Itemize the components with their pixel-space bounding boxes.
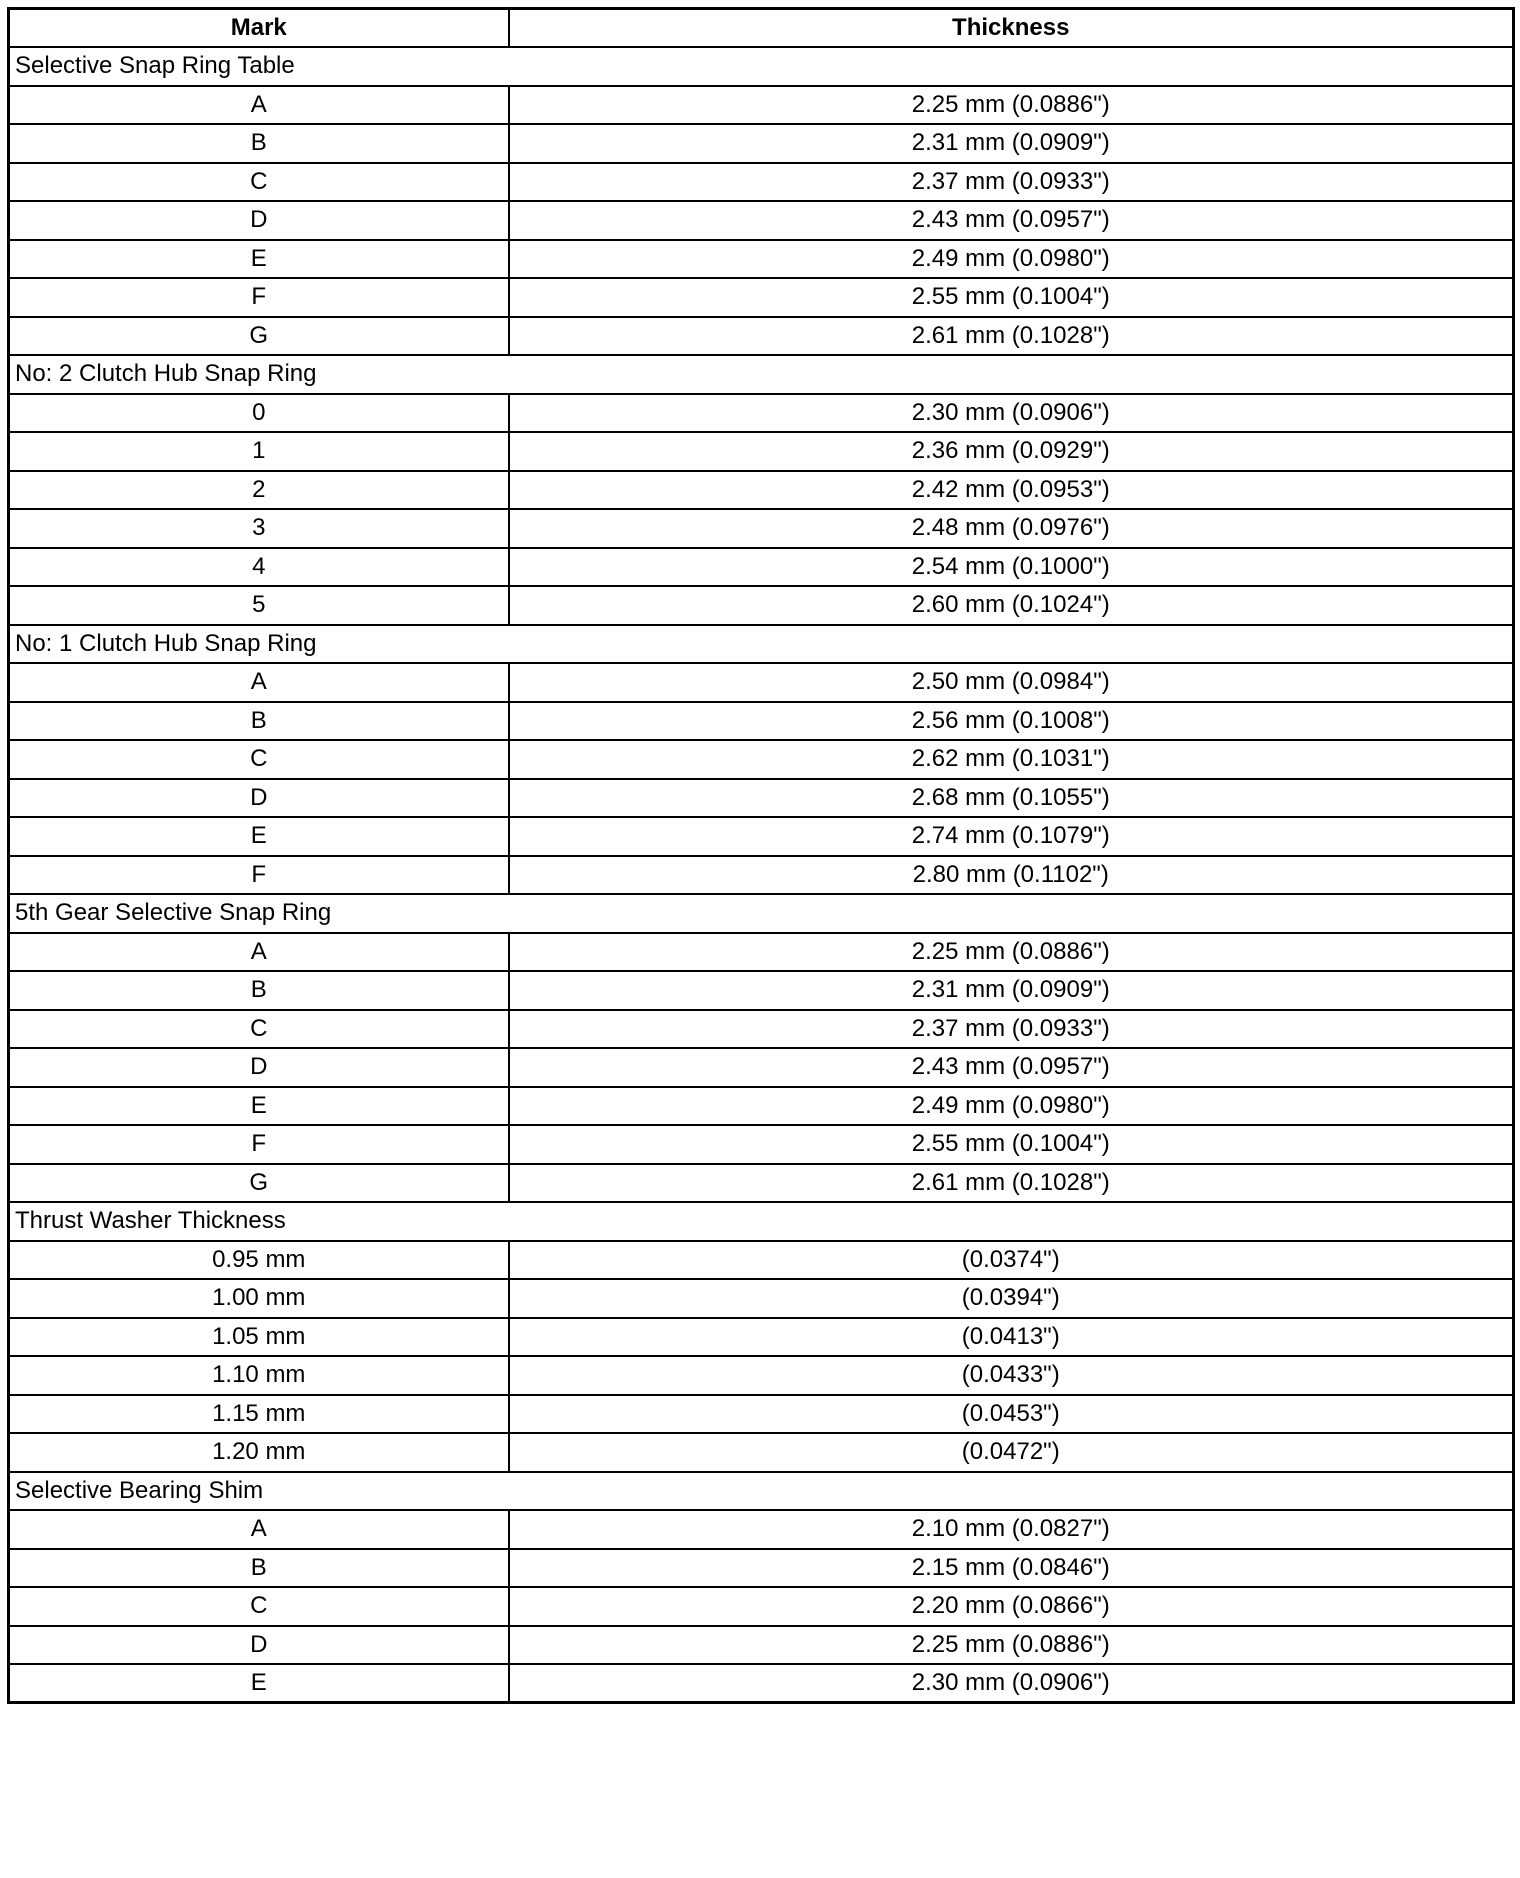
section-row [9, 47, 1514, 86]
thickness-cell: (0.0394") [509, 1279, 1514, 1318]
section-title: Selective Bearing Shim [9, 1472, 1514, 1511]
mark-cell: D [9, 1048, 509, 1087]
column-header-thickness: Thickness [509, 9, 1514, 48]
mark-cell: A [9, 1510, 509, 1549]
thickness-cell: 2.61 mm (0.1028") [509, 317, 1514, 356]
table-row [9, 1510, 1514, 1549]
section-title: Thrust Washer Thickness [9, 1202, 1514, 1241]
thickness-cell: 2.15 mm (0.0846") [509, 1549, 1514, 1588]
section-row [9, 1202, 1514, 1241]
table-row [9, 163, 1514, 202]
mark-cell: C [9, 1010, 509, 1049]
mark-cell: D [9, 201, 509, 240]
thickness-cell: 2.42 mm (0.0953") [509, 471, 1514, 510]
thickness-cell: 2.37 mm (0.0933") [509, 1010, 1514, 1049]
table-body [9, 47, 1514, 1703]
thickness-cell: 2.31 mm (0.0909") [509, 124, 1514, 163]
thickness-cell: 2.30 mm (0.0906") [509, 1664, 1514, 1703]
thickness-cell: 2.54 mm (0.1000") [509, 548, 1514, 587]
mark-cell: A [9, 86, 509, 125]
thickness-cell: 2.36 mm (0.0929") [509, 432, 1514, 471]
mark-cell: 1 [9, 432, 509, 471]
thickness-cell: (0.0433") [509, 1356, 1514, 1395]
section-title: 5th Gear Selective Snap Ring [9, 894, 1514, 933]
thickness-cell: 2.80 mm (0.1102") [509, 856, 1514, 895]
thickness-cell: (0.0453") [509, 1395, 1514, 1434]
table-row [9, 1010, 1514, 1049]
mark-cell: G [9, 317, 509, 356]
mark-cell: 2 [9, 471, 509, 510]
table-row [9, 663, 1514, 702]
table-row [9, 124, 1514, 163]
mark-cell: F [9, 856, 509, 895]
mark-cell: 4 [9, 548, 509, 587]
mark-cell: E [9, 1087, 509, 1126]
thickness-cell: 2.31 mm (0.0909") [509, 971, 1514, 1010]
thickness-cell: 2.25 mm (0.0886") [509, 86, 1514, 125]
section-title: No: 2 Clutch Hub Snap Ring [9, 355, 1514, 394]
header-row [9, 9, 1514, 48]
table-row [9, 1048, 1514, 1087]
table-row [9, 933, 1514, 972]
table-row [9, 509, 1514, 548]
mark-cell: 0.95 mm [9, 1241, 509, 1280]
table-row [9, 740, 1514, 779]
table-row [9, 1241, 1514, 1280]
table-row [9, 471, 1514, 510]
mark-cell: 1.05 mm [9, 1318, 509, 1357]
thickness-cell: 2.43 mm (0.0957") [509, 201, 1514, 240]
section-row [9, 1472, 1514, 1511]
thickness-cell: (0.0413") [509, 1318, 1514, 1357]
mark-cell: B [9, 1549, 509, 1588]
table-row [9, 1626, 1514, 1665]
section-title: Selective Snap Ring Table [9, 47, 1514, 86]
mark-cell: 0 [9, 394, 509, 433]
section-title: No: 1 Clutch Hub Snap Ring [9, 625, 1514, 664]
thickness-cell: 2.61 mm (0.1028") [509, 1164, 1514, 1203]
thickness-cell: 2.56 mm (0.1008") [509, 702, 1514, 741]
thickness-cell: 2.20 mm (0.0866") [509, 1587, 1514, 1626]
table-row [9, 1587, 1514, 1626]
table-row [9, 240, 1514, 279]
table-row [9, 817, 1514, 856]
mark-cell: E [9, 817, 509, 856]
mark-cell: E [9, 1664, 509, 1703]
thickness-cell: 2.25 mm (0.0886") [509, 1626, 1514, 1665]
thickness-cell: 2.30 mm (0.0906") [509, 394, 1514, 433]
table-row [9, 1395, 1514, 1434]
thickness-cell: 2.49 mm (0.0980") [509, 240, 1514, 279]
thickness-cell: 2.43 mm (0.0957") [509, 1048, 1514, 1087]
mark-cell: B [9, 702, 509, 741]
mark-cell: 1.20 mm [9, 1433, 509, 1472]
section-row [9, 355, 1514, 394]
thickness-cell: 2.62 mm (0.1031") [509, 740, 1514, 779]
mark-cell: 1.00 mm [9, 1279, 509, 1318]
thickness-cell: (0.0472") [509, 1433, 1514, 1472]
mark-cell: A [9, 933, 509, 972]
mark-cell: 3 [9, 509, 509, 548]
table-row [9, 278, 1514, 317]
thickness-cell: 2.55 mm (0.1004") [509, 278, 1514, 317]
thickness-cell: 2.49 mm (0.0980") [509, 1087, 1514, 1126]
table-row [9, 702, 1514, 741]
mark-cell: F [9, 1125, 509, 1164]
thickness-cell: 2.68 mm (0.1055") [509, 779, 1514, 818]
table-row [9, 317, 1514, 356]
table-row [9, 394, 1514, 433]
mark-cell: G [9, 1164, 509, 1203]
snap-ring-thickness-table [7, 7, 1515, 1704]
table-row [9, 1164, 1514, 1203]
table-row [9, 779, 1514, 818]
mark-cell: C [9, 163, 509, 202]
section-row [9, 894, 1514, 933]
table-row [9, 856, 1514, 895]
table-row [9, 86, 1514, 125]
mark-cell: C [9, 1587, 509, 1626]
table-row [9, 201, 1514, 240]
mark-cell: D [9, 779, 509, 818]
table-row [9, 1664, 1514, 1703]
thickness-cell: 2.10 mm (0.0827") [509, 1510, 1514, 1549]
thickness-cell: 2.48 mm (0.0976") [509, 509, 1514, 548]
table-row [9, 1318, 1514, 1357]
mark-cell: A [9, 663, 509, 702]
thickness-cell: 2.60 mm (0.1024") [509, 586, 1514, 625]
table-row [9, 1125, 1514, 1164]
mark-cell: B [9, 971, 509, 1010]
table-row [9, 971, 1514, 1010]
table-row [9, 1279, 1514, 1318]
table-row [9, 1356, 1514, 1395]
mark-cell: 1.15 mm [9, 1395, 509, 1434]
column-header-mark: Mark [9, 9, 509, 48]
thickness-cell: 2.25 mm (0.0886") [509, 933, 1514, 972]
thickness-cell: 2.50 mm (0.0984") [509, 663, 1514, 702]
mark-cell: F [9, 278, 509, 317]
table-row [9, 1549, 1514, 1588]
section-row [9, 625, 1514, 664]
table-row [9, 548, 1514, 587]
thickness-cell: 2.55 mm (0.1004") [509, 1125, 1514, 1164]
mark-cell: B [9, 124, 509, 163]
table-row [9, 1433, 1514, 1472]
thickness-cell: (0.0374") [509, 1241, 1514, 1280]
table-row [9, 432, 1514, 471]
mark-cell: 1.10 mm [9, 1356, 509, 1395]
mark-cell: 5 [9, 586, 509, 625]
mark-cell: E [9, 240, 509, 279]
mark-cell: C [9, 740, 509, 779]
thickness-cell: 2.74 mm (0.1079") [509, 817, 1514, 856]
mark-cell: D [9, 1626, 509, 1665]
table-row [9, 1087, 1514, 1126]
table-row [9, 586, 1514, 625]
thickness-cell: 2.37 mm (0.0933") [509, 163, 1514, 202]
